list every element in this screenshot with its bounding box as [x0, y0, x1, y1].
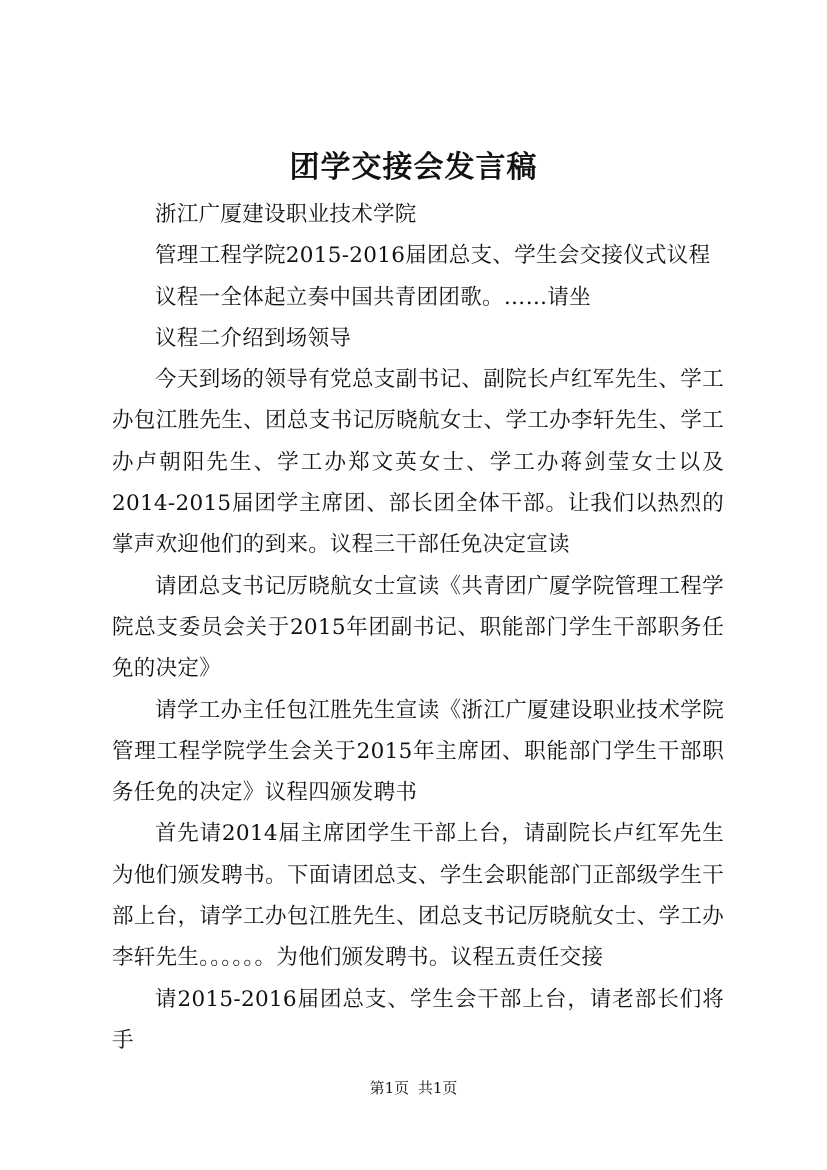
document-title: 团学交接会发言稿	[289, 150, 538, 185]
paragraph-agenda-title: 管理工程学院2015-2016届团总支、学生会交接仪式议程	[155, 243, 711, 269]
paragraph-leaders: 今天到场的领导有党总支副书记、副院长卢红军先生、学工办包江胜先生、团总支书记厉晓航女士、学工办李轩先生、学工办卢朝阳先生、学工办郑文英女士、学工办蒋剑莹女士以及2014-2015届团学主席团、部长团全体干部。让我们以热烈的掌声欢迎他们的到来。议程三干部任免决定宣读	[112, 367, 724, 558]
paragraph-decision-one: 请团总支书记厉晓航女士宣读《共青团广厦学院管理工程学院总支委员会关于2015年团副书记、职能部门学生干部职务任免的决定》	[112, 573, 724, 682]
page-number: 第1页	[369, 1079, 410, 1097]
paragraph-agenda-two: 议程二介绍到场领导	[155, 325, 352, 351]
paragraph-agenda-one: 议程一全体起立奏中国共青团团歌。……请坐	[155, 284, 592, 310]
paragraph-handover: 请2015-2016届团总支、学生会干部上台，请老部长们将手	[112, 986, 724, 1053]
page-total: 共1页	[417, 1079, 458, 1097]
paragraph-institution: 浙江广厦建设职业技术学院	[155, 202, 417, 227]
paragraph-decision-two: 请学工办主任包江胜先生宣读《浙江广厦建设职业技术学院管理工程学院学生会关于2015年主席团、职能部门学生干部职务任免的决定》议程四颁发聘书	[112, 697, 724, 806]
page-footer	[0, 1078, 827, 1098]
document-body	[112, 194, 724, 1061]
paragraph-certificates: 首先请2014届主席团学生干部上台，请副院长卢红军先生为他们颁发聘书。下面请团总支、学生会职能部门正部级学生干部上台，请学工办包江胜先生、团总支书记厉晓航女士、学工办李轩先生。。。。。。为他们颁发聘书。议程五责任交接	[112, 821, 724, 971]
